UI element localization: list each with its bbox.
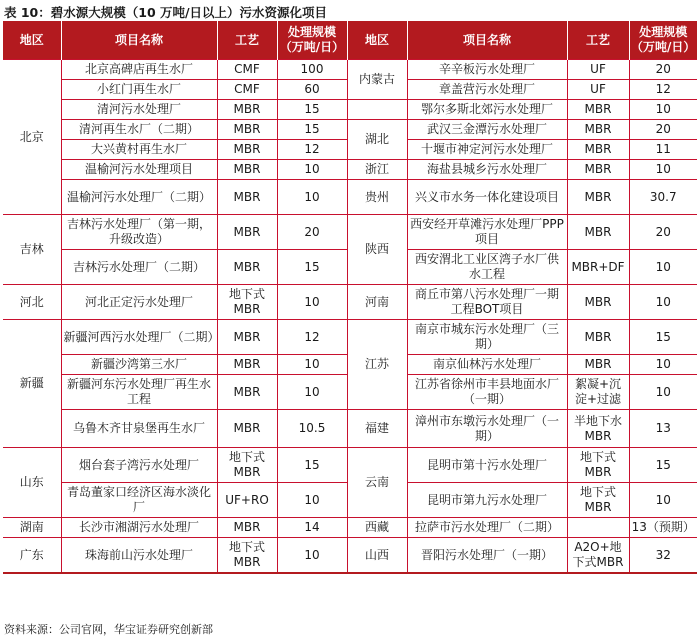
project-name-cell: 北京高碑店再生水厂 bbox=[61, 60, 217, 80]
region-cell: 河北 bbox=[3, 285, 61, 320]
region-cell bbox=[347, 100, 407, 120]
tech-cell: MBR bbox=[567, 180, 629, 215]
tech-cell: MBR bbox=[567, 140, 629, 160]
region-cell: 山西 bbox=[347, 538, 407, 574]
project-name-cell: 烟台套子湾污水处理厂 bbox=[61, 448, 217, 483]
tech-cell: MBR bbox=[217, 180, 277, 215]
tech-cell: MBR bbox=[567, 100, 629, 120]
project-name-cell: 温榆河污水处理项目 bbox=[61, 160, 217, 180]
scale-cell: 10 bbox=[629, 375, 697, 410]
header-tech-right: 工艺 bbox=[567, 21, 629, 60]
tech-cell: CMF bbox=[217, 60, 277, 80]
region-cell: 浙江 bbox=[347, 160, 407, 180]
tech-cell: A2O+地下式MBR bbox=[567, 538, 629, 574]
header-tech-left: 工艺 bbox=[217, 21, 277, 60]
tech-cell: 地下式MBR bbox=[217, 538, 277, 574]
scale-cell: 10 bbox=[277, 180, 347, 215]
project-name-cell: 乌鲁木齐甘泉堡再生水厂 bbox=[61, 410, 217, 448]
region-cell: 河南 bbox=[347, 285, 407, 320]
table-row bbox=[3, 120, 697, 140]
project-name-cell: 海盐县城乡污水处理厂 bbox=[407, 160, 567, 180]
table-caption: 表 10：碧水源大规模（10 万吨/日以上）污水资源化项目 bbox=[4, 5, 328, 20]
scale-cell: 10.5 bbox=[277, 410, 347, 448]
project-name-cell: 昆明市第九污水处理厂 bbox=[407, 483, 567, 518]
tech-cell: MBR bbox=[217, 250, 277, 285]
region-cell: 吉林 bbox=[3, 215, 61, 285]
tech-cell: 地下式MBR bbox=[217, 285, 277, 320]
project-name-cell: 清河污水处理厂 bbox=[61, 100, 217, 120]
scale-cell: 20 bbox=[629, 120, 697, 140]
scale-cell: 100 bbox=[277, 60, 347, 80]
project-name-cell: 漳州市东墩污水处理厂（一期） bbox=[407, 410, 567, 448]
scale-cell: 60 bbox=[277, 80, 347, 100]
scale-cell: 10 bbox=[629, 100, 697, 120]
table-row bbox=[3, 160, 697, 180]
project-name-cell: 兴义市水务一体化建设项目 bbox=[407, 180, 567, 215]
table-row bbox=[3, 215, 697, 250]
scale-cell: 10 bbox=[277, 375, 347, 410]
scale-cell: 11 bbox=[629, 140, 697, 160]
tech-cell: 地下式MBR bbox=[567, 483, 629, 518]
project-name-cell: 昆明市第十污水处理厂 bbox=[407, 448, 567, 483]
scale-cell: 13（预期） bbox=[629, 518, 697, 538]
region-cell: 湖南 bbox=[3, 518, 61, 538]
project-name-cell: 南京仙林污水处理厂 bbox=[407, 355, 567, 375]
scale-cell: 15 bbox=[277, 250, 347, 285]
tech-cell: CMF bbox=[217, 80, 277, 100]
project-name-cell: 拉萨市污水处理厂（二期） bbox=[407, 518, 567, 538]
tech-cell: 半地下水MBR bbox=[567, 410, 629, 448]
project-name-cell: 河北正定污水处理厂 bbox=[61, 285, 217, 320]
region-cell: 广东 bbox=[3, 538, 61, 574]
region-cell: 贵州 bbox=[347, 180, 407, 215]
tech-cell: MBR bbox=[217, 355, 277, 375]
project-name-cell: 清河再生水厂（二期） bbox=[61, 120, 217, 140]
header-row bbox=[3, 21, 697, 60]
project-name-cell: 十堰市神定河污水处理厂 bbox=[407, 140, 567, 160]
tech-cell: MBR bbox=[567, 320, 629, 355]
tech-cell: MBR bbox=[217, 375, 277, 410]
scale-cell: 12 bbox=[629, 80, 697, 100]
scale-cell: 12 bbox=[277, 320, 347, 355]
tech-cell: MBR bbox=[217, 320, 277, 355]
scale-cell: 10 bbox=[277, 483, 347, 518]
header-region-right: 地区 bbox=[347, 21, 407, 60]
tech-cell: MBR bbox=[567, 120, 629, 140]
project-name-cell: 珠海前山污水处理厂 bbox=[61, 538, 217, 574]
project-name-cell: 新疆河西污水处理厂（二期） bbox=[61, 320, 217, 355]
tech-cell: MBR bbox=[567, 355, 629, 375]
scale-cell: 20 bbox=[629, 60, 697, 80]
project-name-cell: 辛辛板污水处理厂 bbox=[407, 60, 567, 80]
region-cell: 云南 bbox=[347, 448, 407, 518]
header-name-right: 项目名称 bbox=[407, 21, 567, 60]
project-name-cell: 西安经开草滩污水处理厂PPP项目 bbox=[407, 215, 567, 250]
tech-cell: 地下式MBR bbox=[567, 448, 629, 483]
header-name-left: 项目名称 bbox=[61, 21, 217, 60]
tech-cell: MBR bbox=[217, 140, 277, 160]
tech-cell: 絮凝+沉淀+过滤 bbox=[567, 375, 629, 410]
tech-cell: UF bbox=[567, 60, 629, 80]
region-cell: 新疆 bbox=[3, 320, 61, 448]
project-name-cell: 晋阳污水处理厂（一期） bbox=[407, 538, 567, 574]
scale-cell: 13 bbox=[629, 410, 697, 448]
header-region-left: 地区 bbox=[3, 21, 61, 60]
project-name-cell: 吉林污水处理厂（第一期，升级改造） bbox=[61, 215, 217, 250]
tech-cell: MBR bbox=[217, 518, 277, 538]
tech-cell: MBR bbox=[567, 160, 629, 180]
table-row bbox=[3, 518, 697, 538]
scale-cell: 20 bbox=[277, 215, 347, 250]
project-name-cell: 西安渭北工业区湾子水厂供水工程 bbox=[407, 250, 567, 285]
project-name-cell: 新疆沙湾第三水厂 bbox=[61, 355, 217, 375]
project-name-cell: 新疆河东污水处理厂再生水工程 bbox=[61, 375, 217, 410]
project-name-cell: 小红门再生水厂 bbox=[61, 80, 217, 100]
project-name-cell: 青岛董家口经济区海水淡化厂 bbox=[61, 483, 217, 518]
tech-cell: MBR+DF bbox=[567, 250, 629, 285]
tech-cell: 地下式MBR bbox=[217, 448, 277, 483]
header-scale-right: 处理规模 （万吨/日） bbox=[629, 21, 697, 60]
scale-cell: 20 bbox=[629, 215, 697, 250]
scale-cell: 15 bbox=[629, 448, 697, 483]
tech-cell bbox=[567, 518, 629, 538]
scale-cell: 32 bbox=[629, 538, 697, 574]
table-row bbox=[3, 538, 697, 574]
tech-cell: UF bbox=[567, 80, 629, 100]
project-name-cell: 大兴黄村再生水厂 bbox=[61, 140, 217, 160]
region-cell: 内蒙古 bbox=[347, 60, 407, 100]
tech-cell: MBR bbox=[217, 160, 277, 180]
project-name-cell: 长沙市湘湖污水处理厂 bbox=[61, 518, 217, 538]
scale-cell: 10 bbox=[629, 355, 697, 375]
region-cell: 福建 bbox=[347, 410, 407, 448]
source-note: 资料来源：公司官网，华宝证券研究创新部 bbox=[4, 623, 213, 636]
scale-cell: 10 bbox=[277, 160, 347, 180]
project-name-cell: 章盖营污水处理厂 bbox=[407, 80, 567, 100]
tech-cell: UF+RO bbox=[217, 483, 277, 518]
scale-cell: 10 bbox=[629, 285, 697, 320]
scale-cell: 10 bbox=[277, 538, 347, 574]
table-row bbox=[3, 448, 697, 483]
table-row bbox=[3, 180, 697, 215]
table-row bbox=[3, 410, 697, 448]
table-row bbox=[3, 60, 697, 80]
table-row bbox=[3, 320, 697, 355]
region-cell: 江苏 bbox=[347, 320, 407, 410]
project-name-cell: 商丘市第八污水处理厂一期工程BOT项目 bbox=[407, 285, 567, 320]
scale-cell: 10 bbox=[277, 355, 347, 375]
scale-cell: 10 bbox=[629, 483, 697, 518]
tech-cell: MBR bbox=[217, 100, 277, 120]
scale-cell: 15 bbox=[277, 448, 347, 483]
project-name-cell: 江苏省徐州市丰县地面水厂（一期） bbox=[407, 375, 567, 410]
projects-table bbox=[3, 21, 697, 574]
tech-cell: MBR bbox=[567, 215, 629, 250]
scale-cell: 15 bbox=[277, 100, 347, 120]
header-scale-left: 处理规模 （万吨/日） bbox=[277, 21, 347, 60]
tech-cell: MBR bbox=[217, 410, 277, 448]
scale-cell: 15 bbox=[629, 320, 697, 355]
scale-cell: 12 bbox=[277, 140, 347, 160]
tech-cell: MBR bbox=[567, 285, 629, 320]
region-cell: 北京 bbox=[3, 60, 61, 215]
scale-cell: 14 bbox=[277, 518, 347, 538]
scale-cell: 10 bbox=[629, 250, 697, 285]
region-cell: 陕西 bbox=[347, 215, 407, 285]
scale-cell: 10 bbox=[629, 160, 697, 180]
scale-cell: 15 bbox=[277, 120, 347, 140]
tech-cell: MBR bbox=[217, 215, 277, 250]
tech-cell: MBR bbox=[217, 120, 277, 140]
table-row bbox=[3, 100, 697, 120]
table-row bbox=[3, 285, 697, 320]
project-name-cell: 温榆河污水处理厂（二期） bbox=[61, 180, 217, 215]
region-cell: 湖北 bbox=[347, 120, 407, 160]
project-name-cell: 武汉三金潭污水处理厂 bbox=[407, 120, 567, 140]
project-name-cell: 吉林污水处理厂（二期） bbox=[61, 250, 217, 285]
scale-cell: 10 bbox=[277, 285, 347, 320]
region-cell: 山东 bbox=[3, 448, 61, 518]
region-cell: 西藏 bbox=[347, 518, 407, 538]
project-name-cell: 南京市城东污水处理厂（三期） bbox=[407, 320, 567, 355]
scale-cell: 30.7 bbox=[629, 180, 697, 215]
project-name-cell: 鄂尔多斯北郊污水处理厂 bbox=[407, 100, 567, 120]
